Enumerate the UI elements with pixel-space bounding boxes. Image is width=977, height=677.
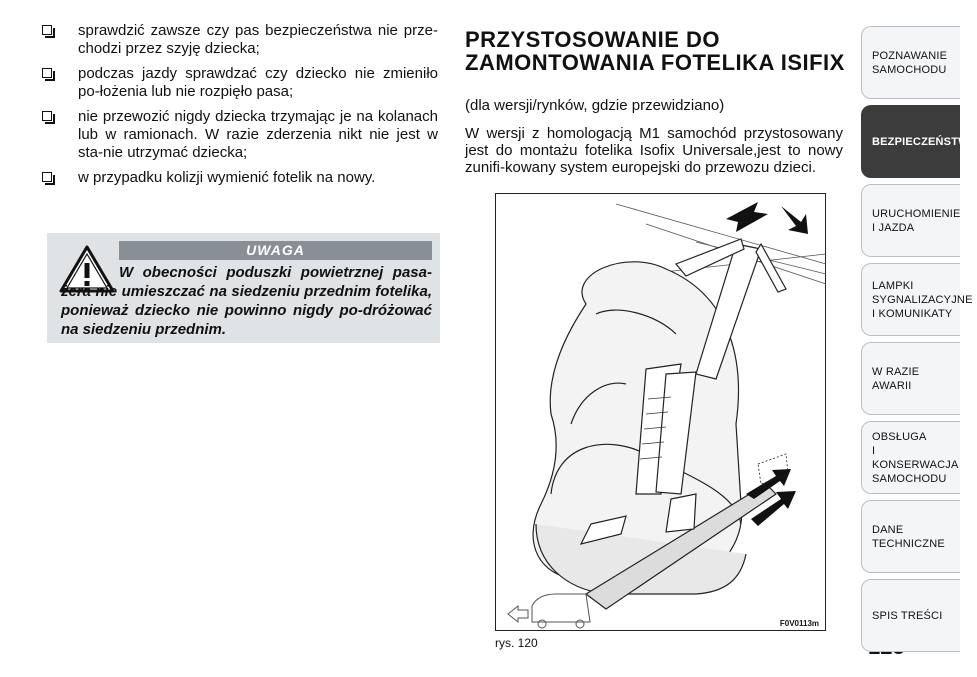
section-subtitle: (dla wersji/rynków, gdzie przewidziano): [465, 97, 725, 114]
tab-spis-tresci[interactable]: [861, 579, 960, 652]
figure-code: F0V0113m: [779, 619, 819, 628]
bullet-list: [20, 22, 438, 194]
list-item: [20, 65, 438, 101]
section-body: W wersji z homologacją M1 samochód przystosowany jest do montażu fotelika Isofix Universale,jest to nowy zunifi-kowany system europejski do przewozu dzieci.: [465, 125, 843, 176]
bullet-text: w przypadku kolizji wymienić fotelik na nowy.: [78, 169, 376, 186]
warning-text: W obecności poduszki powietrznej pasa-żera nie umieszczać na siedzeniu przednim fotelika, ponieważ dziecko nie powinno nigdy po-dróżować na siedzeniu przednim.: [61, 264, 432, 338]
tab-label: OBSŁUGA I KONSERWACJA SAMOCHODU: [872, 430, 959, 485]
tab-label: URUCHOMIENIE I JAZDA: [872, 207, 961, 234]
tab-lampki-sygnalizacyjne[interactable]: [861, 263, 973, 336]
tab-label: SPIS TREŚCI: [872, 609, 943, 622]
warning-box: [47, 233, 440, 343]
tab-label: POZNAWANIE SAMOCHODU: [872, 49, 948, 76]
checkbox-bullet-icon: [42, 172, 52, 182]
tab-label: DANE TECHNICZNE: [872, 523, 945, 550]
list-item: [20, 169, 438, 187]
checkbox-bullet-icon: [42, 25, 52, 35]
tab-poznawanie-samochodu[interactable]: [861, 26, 960, 99]
figure-caption: rys. 120: [495, 636, 538, 650]
checkbox-bullet-icon: [42, 111, 52, 121]
bullet-text: podczas jazdy sprawdzać czy dziecko nie zmieniło po-łożenia lub nie rozpięło pasa;: [78, 65, 438, 100]
list-item: [20, 22, 438, 58]
tab-label: LAMPKI SYGNALIZACYJNE I KOMUNIKATY: [872, 279, 973, 320]
tab-label: BEZPIECZEŃSTWO: [872, 135, 977, 148]
bullet-text: nie przewozić nigdy dziecka trzymając je na kolanach lub w ramionach. W razie zderzenia nikt nie jest w sta-nie utrzymać dziecka;: [78, 108, 438, 161]
list-item: [20, 108, 438, 162]
tab-uruchomienie-i-jazda[interactable]: [861, 184, 960, 257]
tab-w-razie-awarii[interactable]: [861, 342, 960, 415]
tab-dane-techniczne[interactable]: [861, 500, 960, 573]
tab-label: W RAZIE AWARII: [872, 365, 920, 392]
figure-child-seat-illustration: [495, 193, 826, 631]
checkbox-bullet-icon: [42, 68, 52, 78]
bullet-text: sprawdzić zawsze czy pas bezpieczeństwa nie prze-chodzi przez szyję dziecka;: [78, 22, 438, 57]
vehicle-orientation-icon: [508, 594, 590, 628]
tab-obsluga-i-konserwacja[interactable]: [861, 421, 960, 494]
child-seat-drawing: [496, 194, 827, 632]
warning-header: UWAGA: [119, 241, 432, 260]
section-title: PRZYSTOSOWANIE DO ZAMONTOWANIA FOTELIKA ISIFIX: [465, 27, 845, 75]
tab-bezpieczenstwo[interactable]: [861, 105, 977, 178]
